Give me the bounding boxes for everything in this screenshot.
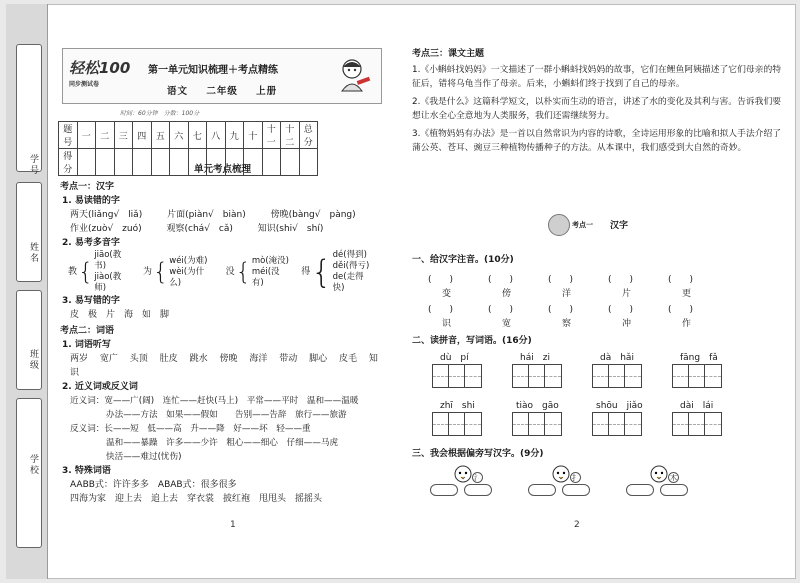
bird-icon (452, 464, 474, 486)
q2-pinyin: dài lái (680, 401, 714, 411)
kp2-sub2: 2. 近义词或反义词 (62, 382, 138, 392)
polyphone-reading: dé(得到) (332, 250, 367, 260)
grade: 二年级 (206, 86, 238, 97)
focus-title: 汉字 (610, 221, 629, 231)
radical-bubble: 氵 (474, 474, 481, 482)
answer-paren[interactable]: ( ) (668, 275, 694, 285)
brand-text: 轻松100 (69, 59, 131, 77)
kp2-sub1: 1. 词语听写 (62, 340, 111, 350)
q1-char: 片 (622, 289, 632, 299)
name-box[interactable] (16, 182, 42, 282)
q2-pinyin: fāng fǎ (680, 353, 718, 363)
polyphone-char: 得 (301, 267, 311, 277)
writing-grid[interactable] (512, 412, 562, 436)
score-cell: 六 (170, 122, 189, 149)
polyphone-reading: méi(没有) (251, 266, 280, 288)
page-number-left: 1 (230, 520, 236, 530)
term: 上册 (256, 86, 278, 97)
kp1-sub3: 3. 易写错的字 (62, 296, 120, 306)
score-cell: 总分 (299, 122, 318, 149)
hard-chars: 皮 极 片 海 如 脚 (70, 310, 170, 320)
section-title: 单元考点梳理 (193, 164, 251, 175)
writing-grid[interactable] (432, 412, 482, 436)
answer-paren[interactable]: ( ) (428, 305, 454, 315)
antonym-line-1: 反义词：长——短 低——高 升——降 好——坏 轻——重 (70, 424, 311, 434)
polyphone-char: 没 (225, 267, 235, 277)
polyphone-char: 教 (68, 267, 78, 277)
synonym-line-1: 近义词：宽——广(阔) 连忙——赶快(马上) 平常——平时 温和——温暖 (70, 396, 359, 406)
polyphone-item (143, 256, 214, 289)
writing-grid[interactable] (512, 364, 562, 388)
header-banner (62, 48, 382, 104)
brace-icon: { (311, 253, 332, 291)
name-label: 姓名 (28, 242, 38, 264)
score-cell: 七 (188, 122, 207, 149)
polyphone-reading: mò(淹没) (251, 255, 289, 266)
polyphone-item (301, 250, 373, 294)
answer-pill[interactable] (430, 484, 458, 496)
dictation-word: 知识 (70, 354, 378, 378)
q1-char: 宽 (502, 319, 512, 329)
kp1-sub2: 2. 易考多音字 (62, 238, 120, 248)
dictation-word: 肚皮 (159, 354, 178, 364)
pronunciation-row-2 (60, 222, 385, 236)
answer-pill[interactable] (464, 484, 492, 496)
q2-pinyin: zhī shi (440, 401, 475, 411)
pronunciation-item: 傍晚(bàng√ pàng) (270, 210, 356, 220)
answer-pill[interactable] (626, 484, 654, 496)
special-line-2: 四海为家 迎上去 追上去 穿衣裳 披红袍 甩甩头 摇摇头 (70, 494, 323, 504)
focus-header (548, 212, 658, 236)
q1-char: 识 (442, 319, 452, 329)
polyphone-reading: de(走得快) (332, 272, 364, 293)
writing-grid[interactable] (672, 412, 722, 436)
q2-pinyin: hái zi (520, 353, 550, 363)
score-cell: 五 (151, 122, 170, 149)
q2-title: 二、读拼音，写词语。(16分) (412, 336, 532, 346)
score-cell: 十一 (262, 122, 281, 149)
radical-bubble: 扌 (572, 474, 579, 482)
dictation-word: 带动 (279, 354, 298, 364)
binding-strip (6, 4, 48, 579)
q1-title: 一、给汉字注音。(10分) (412, 255, 514, 265)
subject: 语文 (167, 86, 189, 97)
score-table-header-row (59, 122, 318, 149)
right-themes (412, 46, 782, 159)
writing-grid[interactable] (432, 364, 482, 388)
theme-paragraph-3: 3.《植物妈妈有办法》是一首以自然常识为内容的诗歌，全诗运用形象的比喻和拟人手法介绍了蒲公英、苍耳、豌豆三种植物传播种子的方法。从本课中，我们感受到大自然的奇妙。 (412, 129, 782, 153)
answer-pill[interactable] (562, 484, 590, 496)
unit-title: 第一单元知识梳理＋考点精练 (148, 65, 278, 76)
score-cell: 十二 (281, 122, 300, 149)
student-id-box[interactable] (16, 44, 42, 172)
answer-paren[interactable]: ( ) (608, 305, 634, 315)
antonym-line-2: 温和——暴躁 许多——少许 粗心——细心 仔细——马虎 (106, 438, 339, 448)
school-label: 学校 (28, 454, 38, 476)
answer-paren[interactable]: ( ) (548, 305, 574, 315)
dictation-word: 脚心 (309, 354, 328, 364)
writing-grid[interactable] (592, 364, 642, 388)
pronunciation-row-1 (60, 208, 385, 222)
kp1-title: 考点一：汉字 (60, 182, 115, 192)
brand-logo (69, 57, 130, 88)
left-content (60, 180, 385, 506)
kp3-title: 考点三：课文主题 (412, 49, 485, 59)
subject-line (167, 83, 291, 97)
q1-char: 变 (442, 289, 452, 299)
antonym-line-3: 快活——难过(忧伤) (106, 452, 182, 462)
q1-char: 冲 (622, 319, 632, 329)
polyphone-row (60, 250, 385, 294)
q3-title: 三、我会根据偏旁写汉字。(9分) (412, 449, 544, 459)
synonym-line-2: 办法——方法 如果——假如 告别——告辞 旅行——旅游 (106, 410, 347, 420)
answer-pill[interactable] (528, 484, 556, 496)
bird-icon (550, 464, 572, 486)
polyphone-char: 为 (142, 267, 152, 277)
score-row-label: 得分 (59, 149, 78, 176)
polyphone-reading: děi(得亏) (332, 261, 370, 271)
dictation-word: 跳水 (189, 354, 208, 364)
q1-char: 傍 (502, 289, 512, 299)
polyphone-item (68, 250, 131, 294)
bird-icon (648, 464, 670, 486)
answer-paren[interactable]: ( ) (488, 275, 514, 285)
kp1-sub1: 1. 易读错的字 (62, 196, 120, 206)
dictation-word: 皮毛 (339, 354, 358, 364)
brand-subtitle: 同步测试卷 (69, 81, 100, 88)
writing-grid[interactable] (592, 412, 642, 436)
brace-icon: { (152, 258, 169, 286)
mascot-icon (333, 55, 371, 95)
score-cell: 九 (225, 122, 244, 149)
score-cell: 四 (133, 122, 152, 149)
theme-paragraph-2: 2.《我是什么》这篇科学短文，以朴实而生动的语言，讲述了水的变化及其利与害。告诉我们要想让水全心全意地为人类服务，我们还需继续努力。 (412, 97, 782, 121)
focus-badge-text: 考点一 (572, 221, 593, 229)
dictation-row (60, 352, 385, 380)
answer-paren[interactable]: ( ) (488, 305, 514, 315)
dictation-word: 傍晚 (219, 354, 238, 364)
polyphone-reading: jiāo(教书) (94, 250, 122, 271)
special-line-1: AABB式：许许多多 ABAB式：很多很多 (70, 480, 237, 490)
kp2-sub3: 3. 特殊词语 (62, 466, 111, 476)
q1-char: 察 (562, 319, 572, 329)
score-cell: 一 (77, 122, 96, 149)
brace-icon: { (78, 258, 94, 286)
student-id-label: 学号 (28, 154, 38, 176)
pronunciation-item: 片面(piàn√ biàn) (167, 210, 246, 220)
answer-paren[interactable]: ( ) (608, 275, 634, 285)
dictation-word: 海洋 (249, 354, 268, 364)
dictation-word: 宽广 (99, 354, 118, 364)
dictation-word: 两岁 (70, 354, 89, 364)
focus-badge-icon (548, 214, 570, 236)
q2-pinyin: dù pí (440, 353, 469, 363)
polyphone-item (226, 256, 290, 289)
answer-pill[interactable] (660, 484, 688, 496)
pronunciation-item: 知识(shi√ shí) (257, 224, 324, 234)
q2-pinyin: tiào gāo (516, 401, 559, 411)
score-cell: 八 (207, 122, 226, 149)
answer-paren[interactable]: ( ) (668, 305, 694, 315)
exam-meta: 时间：60分钟 分数：100分 (120, 110, 200, 117)
pronunciation-item: 观察(chá√ cǎ) (166, 224, 233, 234)
class-label: 班级 (28, 349, 38, 371)
brace-icon: { (235, 258, 251, 286)
q1-char: 作 (682, 319, 692, 329)
writing-grid[interactable] (672, 364, 722, 388)
q2-pinyin: shōu jiǎo (596, 401, 643, 411)
score-cell: 二 (96, 122, 115, 149)
pronunciation-item: 作业(zuò√ zuó) (70, 224, 142, 234)
polyphone-reading: jiào(教师) (94, 272, 122, 293)
radical-bubble: 木 (670, 474, 677, 482)
class-box[interactable] (16, 290, 42, 390)
answer-paren[interactable]: ( ) (548, 275, 574, 285)
kp2-title: 考点二：词语 (60, 326, 115, 336)
theme-paragraph-1: 1.《小蝌蚪找妈妈》一文描述了一群小蝌蚪找妈妈的故事，它们在鲤鱼阿姨描述了它们母亲的特征后，错将乌龟当作了母亲。后来，小蝌蚪们终于找到了自己的母亲。 (412, 65, 782, 89)
q2-pinyin: dà hǎi (600, 353, 634, 363)
q1-char: 更 (682, 289, 692, 299)
score-cell: 三 (114, 122, 133, 149)
page-number-right: 2 (574, 520, 580, 530)
polyphone-reading: wéi(为难) (169, 255, 208, 266)
pronunciation-item: 两天(liǎng√ liǎ) (70, 210, 143, 220)
answer-paren[interactable]: ( ) (428, 275, 454, 285)
polyphone-reading: wèi(为什么) (169, 266, 205, 288)
score-cell: 十 (244, 122, 263, 149)
dictation-word: 头顶 (129, 354, 148, 364)
q1-char: 洋 (562, 289, 572, 299)
score-cell: 题号 (59, 122, 78, 149)
